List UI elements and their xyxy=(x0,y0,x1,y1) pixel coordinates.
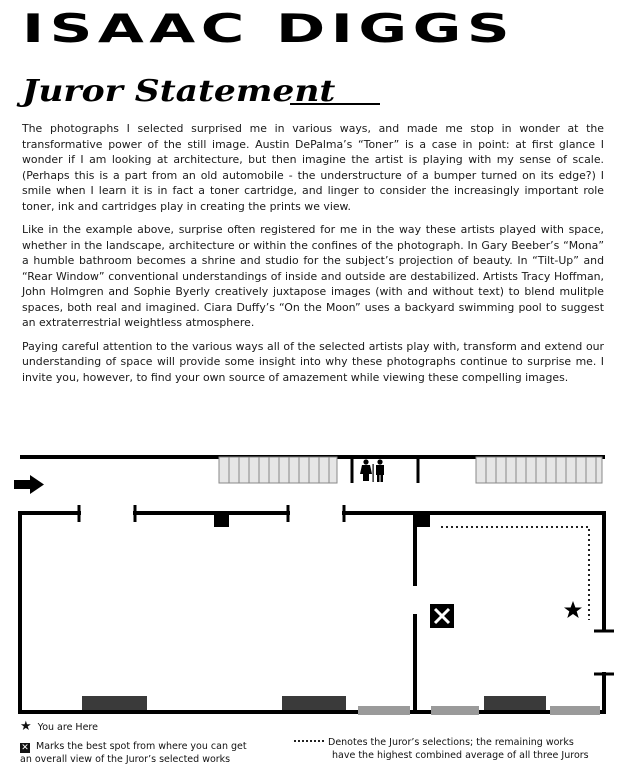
statement-paragraph-1: The photographs I selected surprised me in various ways, and made me stop in wonder at the transformative power of the still image. Austin DePalma’s “Toner” is a case in point: at first glance I wonder if I am looking at architecture, but then imagine the artist is playing with my sense of scale. (Perhaps this is a part from an old automobile - the understructure of a bumper turned on its edge?) I smile when I learn it is in fact a toner cartridge, and linger to consider the increasingly important role toner, ink and cartridges play in creating the prints we view. xyxy=(22,122,604,213)
legend-selections-line2: have the highest combined average of all three Jurors xyxy=(332,750,589,761)
columns xyxy=(214,513,430,527)
statement-paragraph-3: Paying careful attention to the various ways all of the selected artists play with, transform and extend our understanding of space will provide some insight into why these photographs continue to surprise me. I invite you, however, to find your own source of amazement while viewing these compelling images. xyxy=(22,339,604,384)
legend-selections-line1: Denotes the Juror’s selections; the remaining works xyxy=(328,737,574,748)
gallery-walls xyxy=(20,513,604,712)
statement-body xyxy=(22,121,604,393)
legend-best-spot xyxy=(20,740,290,766)
entrance-arrow-icon xyxy=(14,475,44,494)
best-view-x-box-icon xyxy=(430,604,454,628)
star-icon: ★ xyxy=(20,719,32,734)
juror-statement-heading: Juror Statement xyxy=(22,74,336,109)
restroom-icon xyxy=(360,459,384,482)
legend-you-are-here-label: You are Here xyxy=(37,722,98,733)
window-left xyxy=(219,457,337,483)
subtitle-underline xyxy=(290,103,380,105)
dotted-line-icon xyxy=(294,740,324,742)
x-box-icon: ✕ xyxy=(21,743,29,753)
artist-name-heading: ISAAC DIGGS xyxy=(22,6,516,53)
legend-you-are-here xyxy=(20,720,98,734)
legend-best-spot-line2: an overall view of the Juror’s selected works xyxy=(20,754,231,765)
gallery-floor-plan xyxy=(0,450,625,720)
you-are-here-star-icon xyxy=(564,601,582,618)
artworks-juror-selections xyxy=(358,706,600,715)
wall-end-caps xyxy=(79,505,614,674)
juror-selection-path xyxy=(441,527,589,620)
window-right xyxy=(476,457,602,483)
statement-paragraph-2: Like in the example above, surprise often registered for me in the way these artists played with space, whether in the landscape, architecture or within the confines of the photograph. In Gary Beeber’s “Mona” a humble bathroom becomes a shrine and studio for the subject’s projection of beauty. In “Tilt-Up” and “Rear Window” conventional understandings of inside and outside are destabilized. Artists Tracy Hoffman, John Holmgren and Sophie Byerly creatively juxtapose images (with and without text) to blend mulitple spaces, both real and imagined. Ciara Duffy’s “On the Moon” uses a backyard swimming pool to suggest an extraterrestrial weightless atmosphere. xyxy=(22,223,604,329)
legend-juror-selections xyxy=(294,736,606,762)
legend-best-spot-line1: Marks the best spot from where you can get xyxy=(36,741,247,752)
